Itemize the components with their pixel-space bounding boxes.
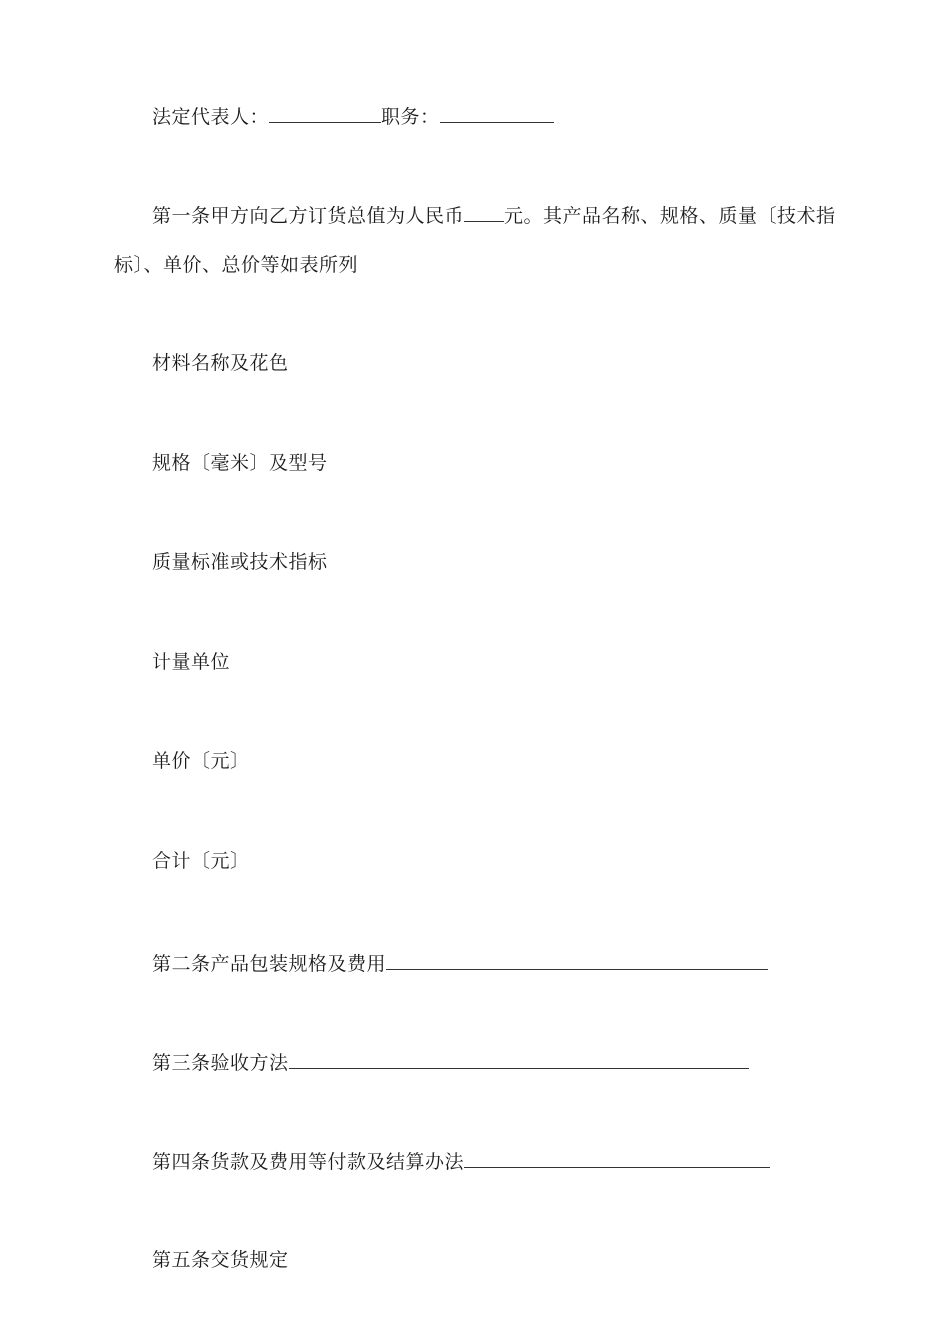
article5-text: 第五条交货规定 <box>152 1249 289 1271</box>
legal-rep-label: 法定代表人： <box>152 106 270 128</box>
legal-rep-blank <box>269 104 381 123</box>
legal-rep-line <box>152 104 554 129</box>
table-item-unit-price: 单价〔元〕 <box>152 750 250 772</box>
article1-text-c: 标〕、单价、总价等如表所列 <box>114 254 359 276</box>
article3-blank <box>289 1050 749 1069</box>
table-item-total: 合计〔元〕 <box>152 850 250 872</box>
article3-text: 第三条验收方法 <box>152 1052 289 1074</box>
table-item-unit: 计量单位 <box>152 651 231 673</box>
article4-blank <box>464 1149 770 1168</box>
position-label: 职务： <box>381 106 440 128</box>
article1-line2 <box>114 253 358 277</box>
article2-text: 第二条产品包装规格及费用 <box>152 953 387 975</box>
article3-line <box>152 1050 749 1075</box>
table-item-material-name: 材料名称及花色 <box>152 352 289 374</box>
article2-line <box>152 951 768 976</box>
table-item-quality: 质量标准或技术指标 <box>152 551 328 573</box>
article5-line <box>152 1248 289 1272</box>
table-item-spec: 规格〔毫米〕及型号 <box>152 452 328 474</box>
position-blank <box>440 104 554 123</box>
article1-text-b: 元。其产品名称、规格、质量〔技术指 <box>504 205 836 227</box>
article4-text: 第四条货款及费用等付款及结算办法 <box>152 1151 465 1173</box>
amount-blank <box>464 203 504 222</box>
article2-blank <box>386 951 768 970</box>
article1-text-a: 第一条甲方向乙方订货总值为人民币 <box>152 205 465 227</box>
article1-line1 <box>152 203 836 228</box>
article4-line <box>152 1149 770 1174</box>
